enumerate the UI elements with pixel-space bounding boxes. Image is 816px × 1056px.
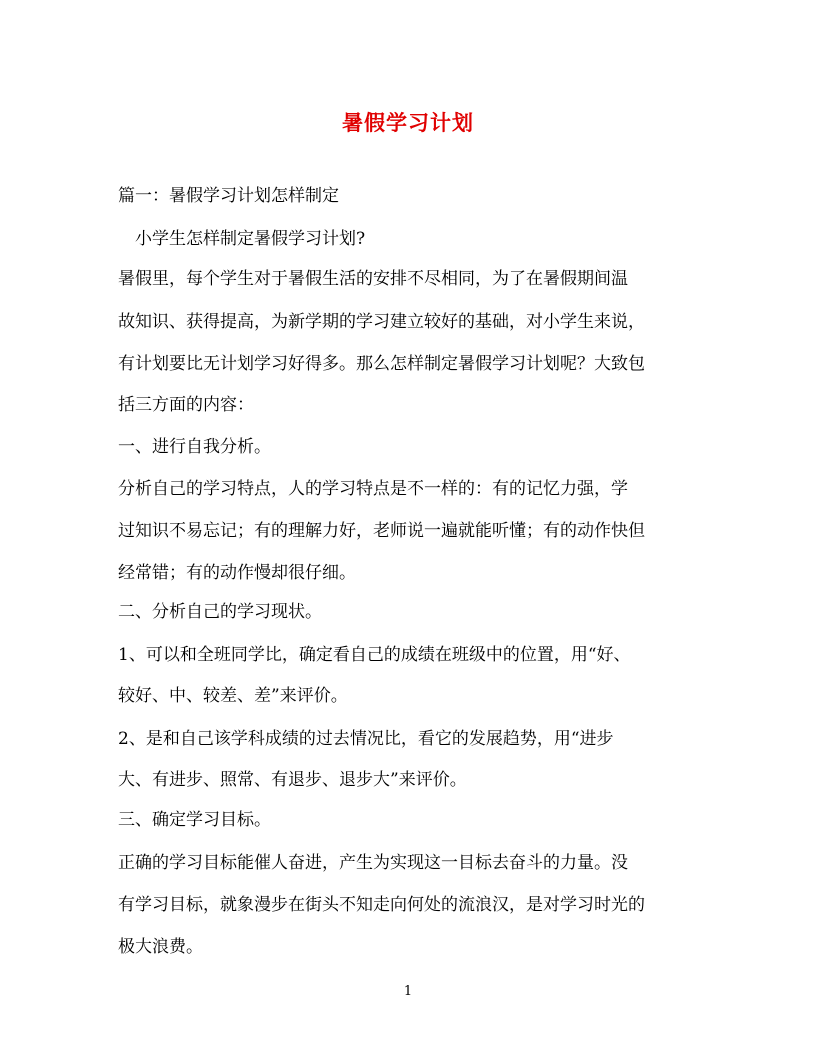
paragraph-line: 有学习目标，就象漫步在街头不知走向何处的流浪汉，是对学习时光的 (118, 895, 645, 915)
subheading: 小学生怎样制定暑假学习计划? (118, 229, 366, 249)
paragraph-line: 正确的学习目标能催人奋进，产生为实现这一目标去奋斗的力量。没 (118, 853, 628, 873)
list-heading: 三、确定学习目标。 (118, 810, 271, 830)
paragraph-line: 分析自己的学习特点，人的学习特点是不一样的：有的记忆力强，学 (118, 479, 628, 499)
paragraph-line: 极大浪费。 (118, 937, 203, 957)
paragraph-line: 1、可以和全班同学比，确定看自己的成绩在班级中的位置，用“好、 (118, 645, 631, 665)
paragraph-line: 过知识不易忘记；有的理解力好，老师说一遍就能听懂；有的动作快但 (118, 521, 645, 541)
document-title: 暑假学习计划 (342, 110, 474, 135)
list-heading: 二、分析自己的学习现状。 (118, 602, 322, 622)
paragraph-line: 暑假里，每个学生对于暑假生活的安排不尽相同，为了在暑假期间温 (118, 269, 628, 289)
paragraph-line: 故知识、获得提高，为新学期的学习建立较好的基础，对小学生来说， (118, 312, 645, 332)
paragraph-line: 2、是和自己该学科成绩的过去情况比，看它的发展趋势，用“进步 (118, 729, 614, 749)
paragraph-line: 经常错；有的动作慢却很仔细。 (118, 563, 356, 583)
paragraph-line: 有计划要比无计划学习好得多。那么怎样制定暑假学习计划呢？大致包 (118, 354, 645, 374)
paragraph-line: 较好、中、较差、差”来评价。 (118, 686, 348, 706)
paragraph-line: 大、有进步、照常、有退步、退步大”来评价。 (118, 770, 467, 790)
page-number: 1 (403, 984, 413, 999)
section-heading: 篇一：暑假学习计划怎样制定 (118, 186, 339, 206)
list-heading: 一、进行自我分析。 (118, 437, 271, 457)
paragraph-line: 括三方面的内容： (118, 395, 254, 415)
